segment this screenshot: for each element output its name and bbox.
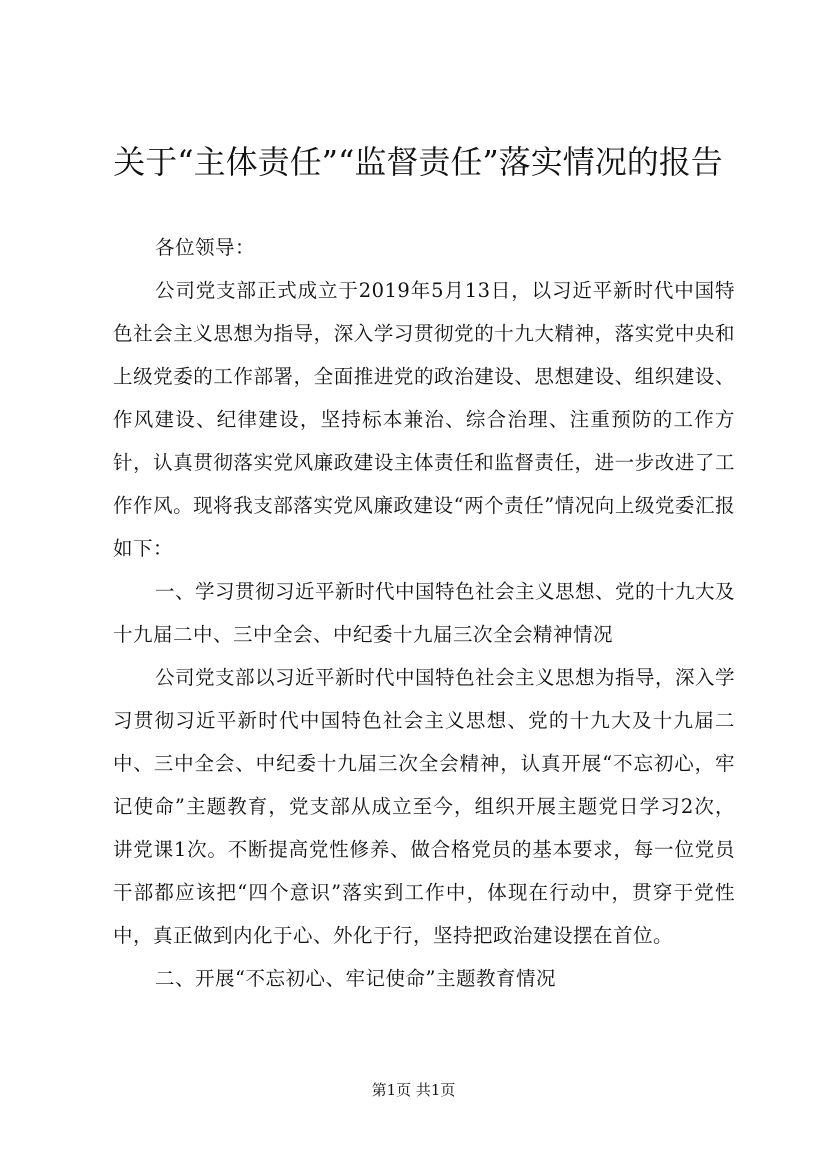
document-title: 关于“主体责任”“监督责任”落实情况的报告: [113, 143, 723, 181]
section-2-heading: 二、开展“不忘初心、牢记使命”主题教育情况: [155, 967, 556, 990]
greeting-paragraph: 各位领导：: [155, 236, 256, 259]
section-1-paragraph: 公司党支部以习近平新时代中国特色社会主义思想为指导，深入学习贯彻习近平新时代中国特色社会主义思想、党的十九大及十九届二中、三中全会、中纪委十九届三次全会精神，认真开展“不忘初心，牢记使命”主题教育，党支部从成立至今，组织开展主题党日学习2次，讲党课1次。不断提高党性修养、做合格党员的基本要求，每一位党员干部都应该把“四个意识”落实到工作中，体现在行动中，贯穿于党性中，真正做到内化于心、外化于行，坚持把政治建设摆在首位。: [113, 666, 736, 947]
section-1-heading: 一、学习贯彻习近平新时代中国特色社会主义思想、党的十九大及十九届二中、三中全会、中纪委十九届三次全会精神情况: [113, 580, 736, 646]
intro-paragraph: 公司党支部正式成立于2019年5月13日，以习近平新时代中国特色社会主义思想为指导，深入学习贯彻党的十九大精神，落实党中央和上级党委的工作部署，全面推进党的政治建设、思想建设、组织建设、作风建设、纪律建设，坚持标本兼治、综合治理、注重预防的工作方针，认真贯彻落实党风廉政建设主体责任和监督责任，进一步改进了工作作风。现将我支部落实党风廉政建设“两个责任”情况向上级党委汇报如下：: [113, 279, 735, 560]
document-body: [113, 226, 735, 1000]
page-footer: 第1页 共1页: [371, 1081, 456, 1099]
